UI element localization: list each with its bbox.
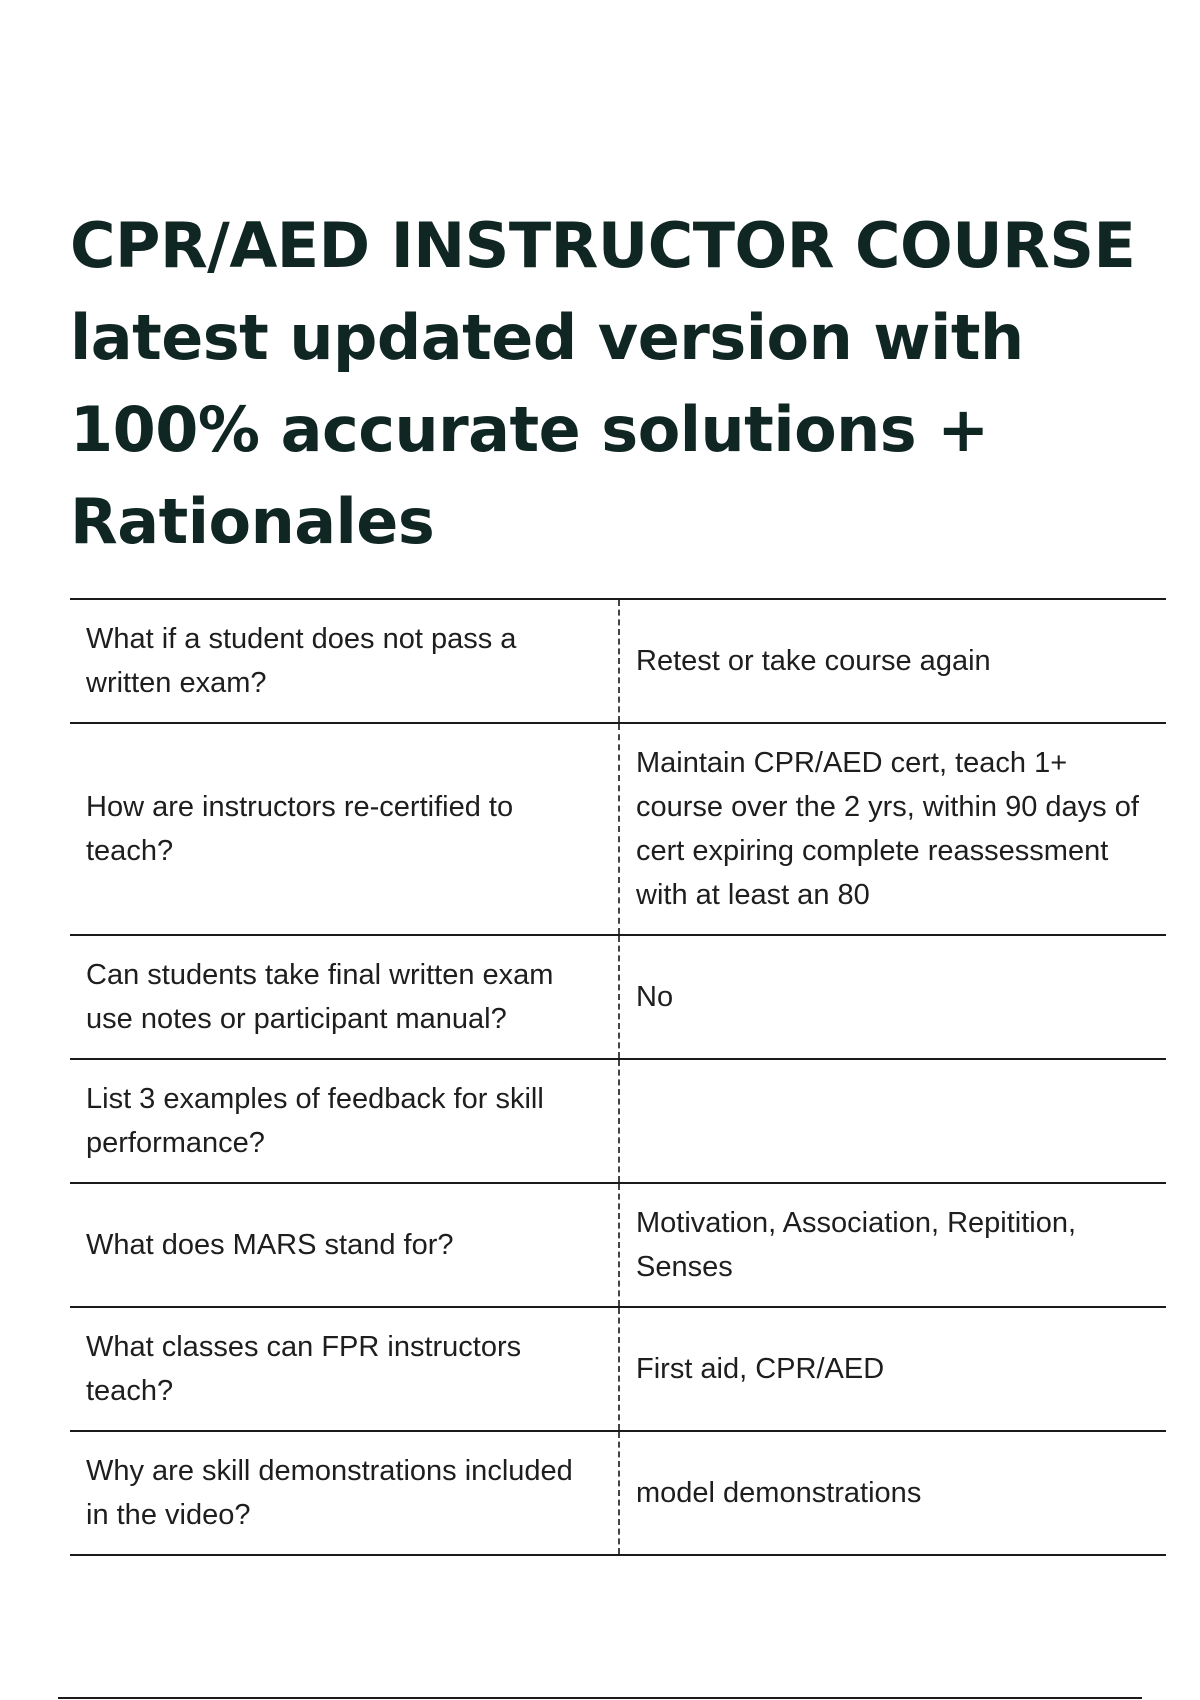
question-cell: What if a student does not pass a written exam?	[70, 600, 620, 722]
footer-divider	[58, 1697, 1142, 1699]
answer-cell: Motivation, Association, Repitition, Senses	[636, 1207, 1077, 1283]
answer-cell: Maintain CPR/AED cert, teach 1+ course over the 2 yrs, within 90 days of cert expiring complete reassessment with at least an 80	[636, 747, 1139, 911]
answer-cell	[620, 1060, 1166, 1182]
answer-cell: Retest or take course again	[636, 645, 991, 677]
answer-cell: First aid, CPR/AED	[636, 1353, 885, 1385]
qa-table	[70, 598, 1166, 1556]
question-cell: Can students take final written exam use notes or participant manual?	[70, 936, 620, 1058]
table-row	[70, 1060, 1166, 1184]
page-title: CPR/AED INSTRUCTOR COURSE latest updated version with 100% accurate solutions + Rationales	[70, 209, 1136, 558]
table-row	[70, 600, 1166, 724]
table-row	[70, 1432, 1166, 1556]
table-row	[70, 1184, 1166, 1308]
answer-cell: model demonstrations	[636, 1477, 922, 1509]
question-cell: How are instructors re-certified to teach?	[70, 724, 620, 934]
table-row	[70, 1308, 1166, 1432]
table-row	[70, 724, 1166, 936]
question-cell: What does MARS stand for?	[70, 1184, 620, 1306]
table-row	[70, 936, 1166, 1060]
answer-cell: No	[636, 981, 674, 1013]
question-cell: What classes can FPR instructors teach?	[70, 1308, 620, 1430]
question-cell: Why are skill demonstrations included in the video?	[70, 1432, 620, 1554]
question-cell: List 3 examples of feedback for skill performance?	[70, 1060, 620, 1182]
